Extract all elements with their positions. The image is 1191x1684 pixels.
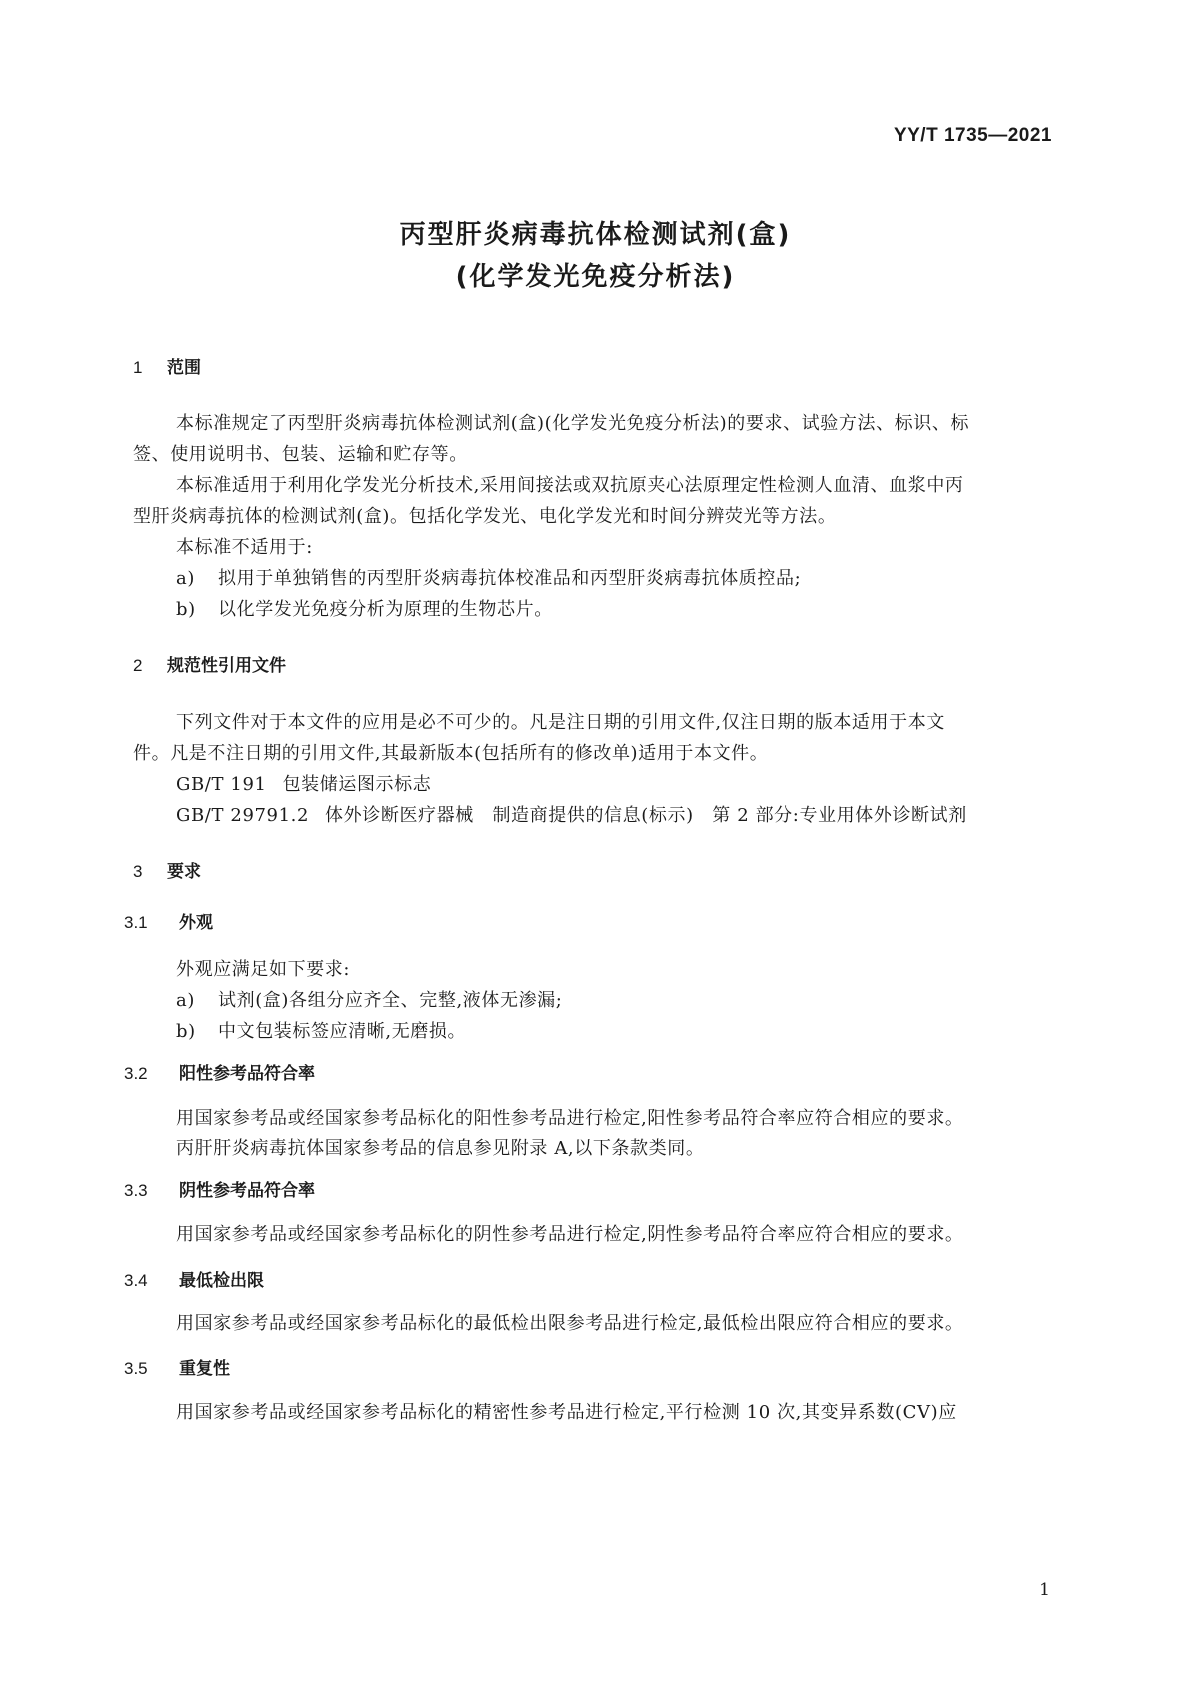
list-item [176,986,562,1012]
section-number: 1 [133,358,143,377]
page-number: 1 [1039,1580,1050,1600]
paragraph-line: 用国家参考品或经国家参考品标化的阳性参考品进行检定,阳性参考品符合率应符合相应的要求。 [176,1108,964,1129]
subsection-3-4-heading [124,1266,264,1291]
paragraph-line: 用国家参考品或经国家参考品标化的阴性参考品进行检定,阴性参考品符合率应符合相应的要求。 [176,1224,964,1245]
standard-code: YY/T 1735—2021 [893,125,1052,146]
subsection-number: 3.4 [124,1271,148,1290]
paragraph-line: 外观应满足如下要求: [176,959,351,980]
subsection-number: 3.2 [124,1064,148,1083]
list-item [176,564,801,590]
list-label: b) [176,599,196,620]
list-label: a) [176,568,195,589]
paragraph-line: 签、使用说明书、包装、运输和贮存等。 [133,444,468,465]
paragraph-line: 丙肝肝炎病毒抗体国家参考品的信息参见附录 A,以下条款类同。 [176,1138,705,1159]
list-text: 中文包装标签应清晰,无磨损。 [218,1021,467,1042]
section-title: 规范性引用文件 [167,656,286,676]
list-text: 拟用于单独销售的丙型肝炎病毒抗体校准品和丙型肝炎病毒抗体质控品; [218,568,802,589]
paragraph-line: 件。凡是不注日期的引用文件,其最新版本(包括所有的修改单)适用于本文件。 [133,743,769,764]
paragraph-line: 本标准不适用于: [176,537,313,558]
section-2-heading [133,651,286,676]
list-item [176,595,553,621]
subsection-title: 重复性 [179,1359,230,1379]
list-text: 以化学发光免疫分析为原理的生物芯片。 [218,599,553,620]
list-text: 试剂(盒)各组分应齐全、完整,液体无渗漏; [218,990,563,1011]
reference-title: 包装储运图示标志 [282,774,432,795]
subsection-number: 3.1 [124,913,148,932]
paragraph-line: 本标准规定了丙型肝炎病毒抗体检测试剂(盒)(化学发光免疫分析法)的要求、试验方法、标识、标 [176,413,970,434]
paragraph-line: 本标准适用于利用化学发光分析技术,采用间接法或双抗原夹心法原理定性检测人血清、血浆中丙 [176,475,964,496]
subsection-3-2-heading [124,1059,315,1084]
subsection-title: 阴性参考品符合率 [179,1181,315,1201]
reference-code: GB/T 191 [176,774,267,795]
subsection-3-3-heading [124,1176,315,1201]
subsection-number: 3.5 [124,1359,148,1378]
section-number: 2 [133,656,143,675]
subsection-number: 3.3 [124,1181,148,1200]
section-3-heading [133,857,201,882]
paragraph-line: 用国家参考品或经国家参考品标化的最低检出限参考品进行检定,最低检出限应符合相应的要求。 [176,1313,964,1334]
section-1-heading [133,353,201,378]
list-label: a) [176,990,195,1011]
document-title: 丙型肝炎病毒抗体检测试剂(盒) [399,220,792,250]
normative-reference [176,801,967,827]
paragraph-line: 下列文件对于本文件的应用是必不可少的。凡是注日期的引用文件,仅注日期的版本适用于本文 [176,712,945,733]
section-number: 3 [133,862,143,881]
paragraph-line: 用国家参考品或经国家参考品标化的精密性参考品进行检定,平行检测 10 次,其变异系数(CV)应 [176,1402,957,1423]
section-title: 要求 [167,862,201,882]
subsection-title: 阳性参考品符合率 [179,1064,315,1084]
subsection-title: 外观 [179,913,213,933]
paragraph-line: 型肝炎病毒抗体的检测试剂(盒)。包括化学发光、电化学发光和时间分辨荧光等方法。 [133,506,837,527]
normative-reference [176,770,431,796]
reference-title: 体外诊断医疗器械 制造商提供的信息(标示) 第 2 部分:专业用体外诊断试剂 [325,805,967,826]
list-item [176,1017,466,1043]
reference-code: GB/T 29791.2 [176,805,310,826]
subsection-3-1-heading [124,908,213,933]
subsection-title: 最低检出限 [179,1271,264,1291]
list-label: b) [176,1021,196,1042]
document-subtitle: (化学发光免疫分析法) [455,262,736,292]
section-title: 范围 [167,358,201,378]
subsection-3-5-heading [124,1354,230,1379]
